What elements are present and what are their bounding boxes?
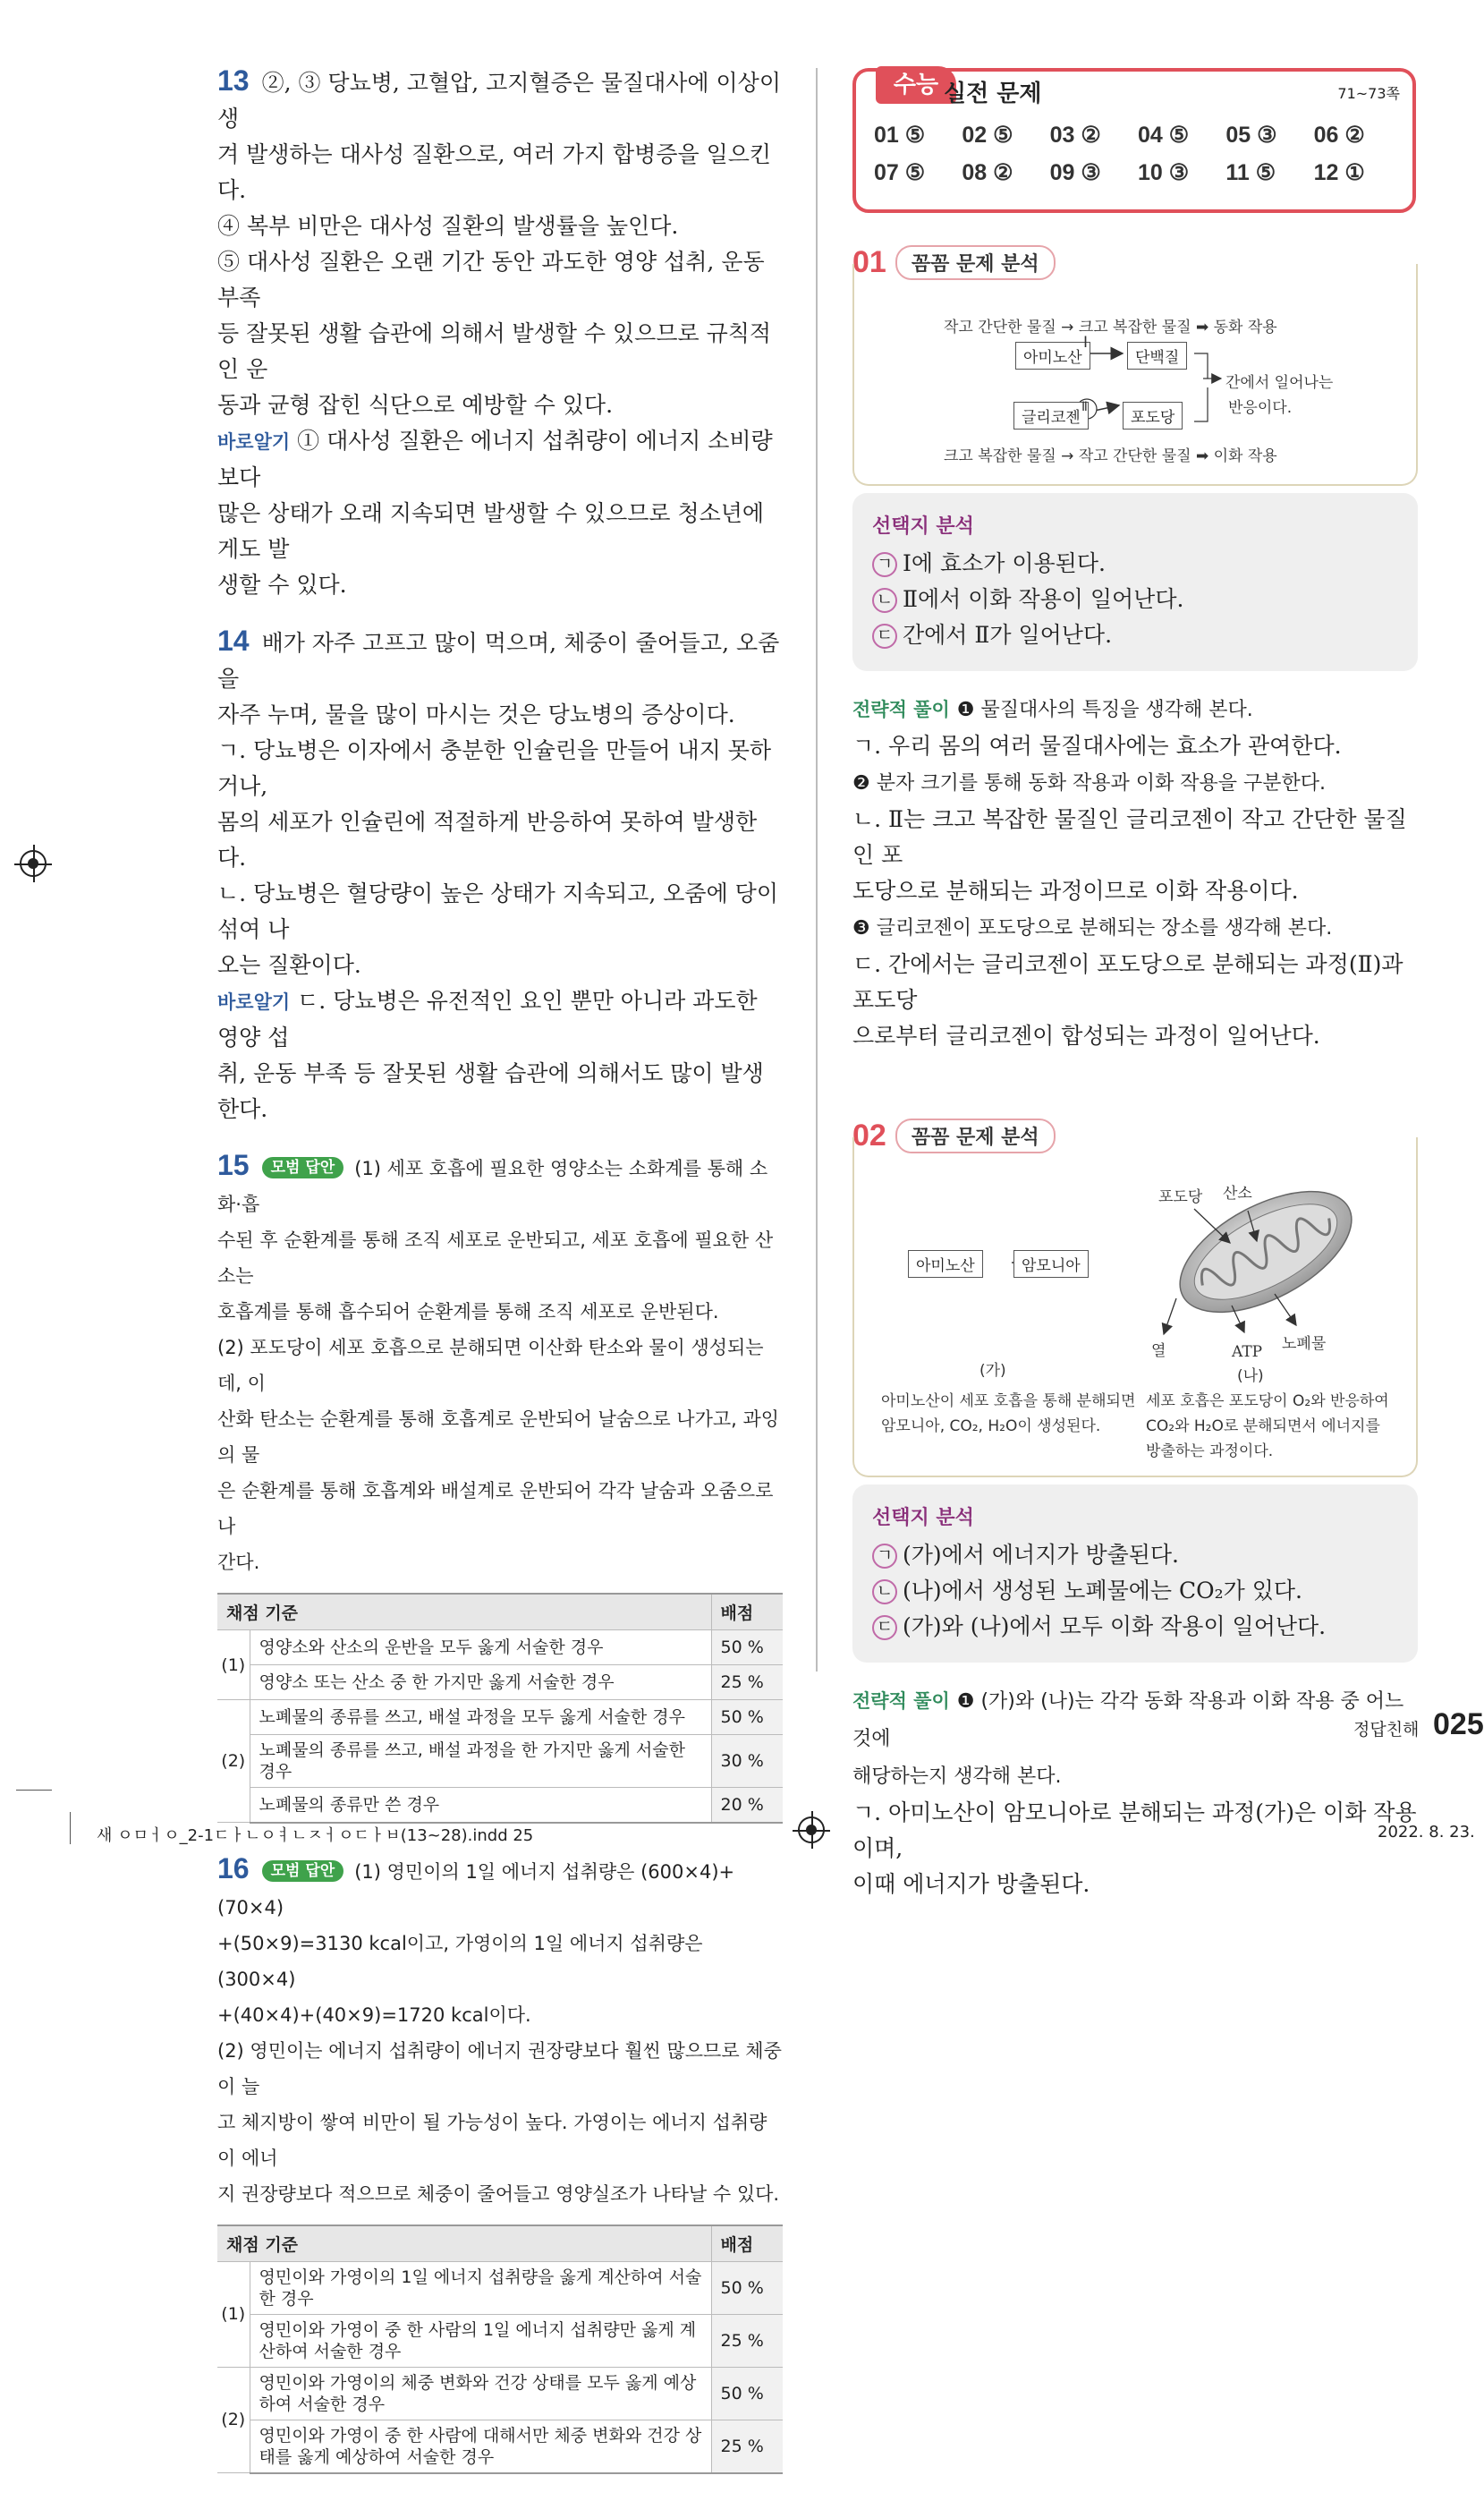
strategy-line: ❸ 글리코젠이 포도당으로 분해되는 장소를 생각해 본다. [852,917,1333,940]
protein-box: 단백질 [1127,342,1187,370]
q15-line: 은 순환계를 통해 호흡계와 배설계로 운반되어 각각 날숨과 오줌으로 나 [217,1480,774,1537]
q13-line: 등 잘못된 생활 습관에 의해서 발생할 수 있으므로 규칙적인 운 [217,320,772,382]
q13-line: ②, ③ 당뇨병, 고혈압, 고지혈증은 물질대사에 이상이 생 [217,70,781,132]
choice-mark: ㄱ [872,552,897,577]
strategy-line: 으로부터 글리코젠이 합성되는 과정이 일어난다. [852,1023,1320,1049]
q14-text [217,623,783,1127]
q16-line: 지 권장량보다 적으므로 체중이 줄어들고 영양실조가 나타날 수 있다. [217,2182,780,2205]
points-cell: 50 % [711,1630,783,1665]
q14-line: ㄴ. 당뇨병은 혈당량이 높은 상태가 지속되고, 오줌에 당이 섞여 나 [217,880,778,942]
q15-text [217,1147,783,1580]
q16-line: 고 체지방이 쌓여 비만이 될 가능성이 높다. 가영이는 에너지 섭취량이 에너 [217,2111,767,2169]
p01-strategy [852,691,1418,1054]
liver-bracket [1194,387,1208,421]
q14-line: 배가 자주 고프고 많이 먹으며, 체중이 줄어들고, 오줌을 [217,630,780,692]
ammonia-box: 암모니아 [1013,1250,1089,1278]
na-label: (나) [1237,1367,1264,1385]
strategy-line: 도당으로 분해되는 과정이므로 이화 작용이다. [852,878,1299,904]
q13-baro-line: 생할 수 있다. [217,572,347,598]
choice-mark: ㄷ [872,1615,897,1640]
ga-label: (가) [979,1362,1006,1380]
q13-line: 동과 균형 잡힌 식단으로 예방할 수 있다. [217,392,614,418]
q16-scoring-table [217,2225,783,2474]
choice-text: (나)에서 생성된 노폐물에는 CO₂가 있다. [903,1578,1302,1604]
q15-line: 산화 탄소는 순환계를 통해 호흡계로 운반되어 날숨으로 나가고, 과잉의 물 [217,1408,780,1466]
q15-number: 15 [217,1149,250,1181]
q16-number: 16 [217,1851,250,1884]
criteria-cell: 영양소 또는 산소 중 한 가지만 옳게 서술한 경우 [250,1665,711,1700]
glucose-label: 포도당 [1158,1188,1203,1206]
strategy-label: 전략적 풀이 [852,1690,950,1712]
points-cell: 20 % [711,1788,783,1823]
p01-number: 01 [852,245,886,279]
criteria-cell: 영양소와 산소의 운반을 모두 옳게 서술한 경우 [250,1630,711,1665]
column-divider [816,68,818,1672]
q14-line: ㄱ. 당뇨병은 이자에서 충분한 인슐린을 만들어 내지 못하거나, [217,737,772,799]
strategy-line: ❶ (가)와 (나)는 각각 동화 작용과 이화 작용 중 어느 것에 [852,1690,1404,1750]
q13-line: ⑤ 대사성 질환은 오랜 기간 동안 과도한 영양 섭취, 운동 부족 [217,249,765,310]
suneung-tab: 수능 [876,66,956,104]
liver-bracket [1194,353,1208,379]
q14-baro-label: 바로알기 [217,991,291,1013]
points-cell: 25 % [711,2420,783,2473]
choice-item [872,582,1398,617]
heat-label: 열 [1151,1342,1166,1360]
strategy-line: ㄴ. Ⅱ는 크고 복잡한 물질인 글리코젠이 작고 간단한 물질인 포 [852,806,1407,868]
table-row [217,1700,783,1735]
choice-mark: ㄷ [872,624,897,649]
answer-key-title: 실전 문제 [944,81,1042,107]
choice-text: Ⅱ에서 이화 작용이 일어난다. [903,586,1184,612]
strategy-label: 전략적 풀이 [852,699,950,720]
q15-line: (2) 포도당이 세포 호흡으로 분해되면 이산화 탄소와 물이 생성되는데, 이 [217,1337,764,1394]
p01-choice-title: 선택지 분석 [872,515,974,538]
q16-line: (2) 영민이는 에너지 섭취량이 에너지 권장량보다 훨씬 많으므로 체중이 늘 [217,2039,782,2097]
q16-model-badge: 모범 답안 [262,1860,344,1882]
answer-key-header [856,72,1412,107]
print-file-info: 새 ㅇㅁㅓㅇ_2-1ㄷㅏㄴㅇㅕㄴㅈㅓㅇㄷㅏㅂ(13~28).indd 25 [97,1826,534,1845]
q13-line: ④ 복부 비만은 대사성 질환의 발생률을 높인다. [217,213,679,239]
registration-mark-icon [20,850,47,877]
criteria-header: 채점 기준 [217,1594,711,1630]
choice-item [872,1609,1398,1645]
footer-section-title: 정답친해 [1353,1720,1420,1740]
q14-baro-line: 취, 운동 부족 등 잘못된 생활 습관에 의해서도 많이 발생한다. [217,1060,764,1122]
choice-text: (가)에서 에너지가 방출된다. [903,1542,1179,1568]
p02-diagram [852,1137,1418,1477]
table-row [217,2367,783,2420]
strategy-line: ㄱ. 아미노산이 암모니아로 분해되는 과정(가)은 이화 작용이며, [852,1799,1417,1861]
q14-line: 오는 질환이다. [217,952,361,978]
answer-item: 01 ⑤ [874,123,926,148]
q14-line: 몸의 세포가 인슐린에 적절하게 반응하여 못하여 발생한다. [217,809,758,871]
strategy-line: ㄱ. 우리 몸의 여러 물질대사에는 효소가 관여한다. [852,733,1342,759]
catabolism-caption: 크고 복잡한 물질 → 작고 간단한 물질 ➡ 이화 작용 [944,447,1277,465]
answer-item: 12 ① [1313,160,1365,185]
criteria-cell: 영민이와 가영이 중 한 사람의 1일 에너지 섭취량만 옳게 계산하여 서술한 경우 [250,2314,711,2367]
part-label: (1) [217,1630,250,1700]
choice-item [872,1573,1398,1609]
q13-text [217,63,783,603]
criteria-cell: 영민이와 가영이의 1일 에너지 섭취량을 옳게 계산하여 서술한 경우 [250,2261,711,2314]
answer-item: 09 ③ [1049,160,1101,185]
answer-item: 06 ② [1313,123,1365,148]
p02-analysis-pill: 꼼꼼 문제 분석 [895,1119,1056,1153]
choice-text: (가)와 (나)에서 모두 이화 작용이 일어난다. [903,1613,1327,1639]
na-desc: 세포 호흡은 포도당이 O₂와 반응하여 [1146,1392,1389,1410]
q14-line: 자주 누며, 물을 많이 마시는 것은 당뇨병의 증상이다. [217,702,735,727]
print-date: 2022. 8. 23. [1378,1823,1475,1842]
strategy-line: ❶ 물질대사의 특징을 생각해 본다. [956,699,1253,721]
table-row [217,1665,783,1700]
na-desc: CO₂와 H₂O로 분해되면서 에너지를 [1146,1417,1380,1435]
q16-block [217,1850,783,2474]
answer-item: 05 ③ [1225,123,1277,148]
strategy-line: 해당하는지 생각해 본다. [852,1765,1062,1788]
q16-line: +(40×4)+(40×9)=1720 kcal이다. [217,2003,531,2026]
criteria-cell: 노폐물의 종류를 쓰고, 배설 과정을 한 가지만 옳게 서술한 경우 [250,1735,711,1788]
q14-baro-line: ㄷ. 당뇨병은 유전적인 요인 뿐만 아니라 과도한 영양 섭 [217,988,758,1051]
registration-mark-icon [798,1816,825,1843]
part-label: (2) [217,2367,250,2473]
points-header: 배점 [711,2225,783,2262]
q15-model-badge: 모범 답안 [262,1157,344,1178]
table-row [217,1630,783,1665]
points-cell: 50 % [711,2367,783,2420]
glucose-box: 포도당 [1123,402,1183,430]
heat-out-arrow [1164,1298,1176,1334]
answer-item: 03 ② [1049,123,1101,148]
strategy-line: ㄷ. 간에서는 글리코젠이 포도당으로 분해되는 과정(Ⅱ)과 포도당 [852,951,1403,1013]
answer-key-pages: 71~73쪽 [1337,85,1400,102]
choice-item [872,546,1398,582]
p01-diagram [852,264,1418,486]
criteria-header: 채점 기준 [217,2225,711,2262]
answer-item: 08 ② [962,160,1013,185]
p02-choice-box [852,1484,1418,1663]
points-cell: 25 % [711,1665,783,1700]
q13-number: 13 [217,64,250,97]
points-cell: 50 % [711,2261,783,2314]
q14-number: 14 [217,625,250,657]
q15-line: 호흡계를 통해 흡수되어 순환계를 통해 조직 세포로 운반된다. [217,1301,719,1323]
part-label: (2) [217,1700,250,1823]
table-row [217,2314,783,2367]
q15-scoring-table [217,1593,783,1824]
q13-baro-label: 바로알기 [217,431,291,453]
choice-text: Ⅰ에 효소가 이용된다. [903,550,1106,576]
amino-acid-box: 아미노산 [908,1250,983,1278]
criteria-cell: 영민이와 가영이의 체중 변화와 건강 상태를 모두 옳게 예상하여 서술한 경우 [250,2367,711,2420]
table-header-row [217,1594,783,1630]
anabolism-caption: 작고 간단한 물질 → 크고 복잡한 물질 ➡ 동화 작용 [944,319,1277,336]
table-row [217,1735,783,1788]
p02-strategy [852,1682,1418,1902]
right-column [852,68,1418,1902]
q16-line: +(50×9)=3130 kcal이고, 가영이의 1일 에너지 섭취량은 (300×4) [217,1932,703,1990]
p02-choice-title: 선택지 분석 [872,1507,974,1529]
q15-line: 간다. [217,1552,260,1573]
label-2: Ⅱ [1081,400,1088,414]
choice-item [872,617,1398,653]
answer-item: 02 ⑤ [962,123,1013,148]
criteria-cell: 노폐물의 종류를 쓰고, 배설 과정을 모두 옳게 서술한 경우 [250,1700,711,1735]
amino-acid-box: 아미노산 [1015,342,1090,370]
q15-line: (1) 세포 호흡에 필요한 영양소는 소화계를 통해 소화·흡 [217,1158,768,1215]
answer-key-box [852,68,1416,213]
q15-block [217,1147,783,1824]
table-header-row [217,2225,783,2262]
na-desc: 방출하는 과정이다. [1146,1442,1274,1460]
points-header: 배점 [711,1594,783,1630]
part-label: (1) [217,2261,250,2367]
strategy-line: 이때 에너지가 방출된다. [852,1871,1090,1897]
liver-note-1: 간에서 일어나는 [1225,374,1334,392]
points-cell: 25 % [711,2314,783,2367]
choice-mark: ㄱ [872,1544,897,1569]
answer-item: 07 ⑤ [874,160,926,185]
ga-desc: 아미노산이 세포 호흡을 통해 분해되면 [881,1392,1136,1410]
points-cell: 50 % [711,1700,783,1735]
p01-choice-box [852,493,1418,671]
crop-mark [70,1812,71,1844]
answer-item: 10 ③ [1138,160,1190,185]
crop-mark [16,1790,52,1791]
criteria-cell: 노폐물의 종류만 쓴 경우 [250,1788,711,1823]
table-row [217,2261,783,2314]
q16-line: (1) 영민이의 1일 에너지 섭취량은 (600×4)+(70×4) [217,1860,735,1918]
q13-line: 겨 발생하는 대사성 질환으로, 여러 가지 합병증을 일으킨다. [217,141,772,203]
answer-item: 04 ⑤ [1138,123,1190,148]
p02-number: 02 [852,1119,886,1153]
q13-baro-line: ① 대사성 질환은 에너지 섭취량이 에너지 소비량보다 [217,428,773,490]
choice-item [872,1537,1398,1573]
liver-note-2: 반응이다. [1228,399,1293,417]
q15-line: 수된 후 순환계를 통해 조직 세포로 운반되고, 세포 호흡에 필요한 산소는 [217,1229,774,1287]
answer-item: 11 ⑤ [1225,160,1276,185]
table-row [217,2420,783,2473]
left-column [217,63,783,2501]
points-cell: 30 % [711,1735,783,1788]
glycogen-box: 글리코젠 [1013,402,1089,430]
q13-block [217,63,783,603]
q13-baro-line: 많은 상태가 오래 지속되면 발생할 수 있으므로 청소년에게도 발 [217,500,765,562]
q16-text [217,1850,783,2212]
p01-analysis-pill: 꼼꼼 문제 분석 [895,245,1056,280]
choice-mark: ㄴ [872,1579,897,1604]
criteria-cell: 영민이와 가영이 중 한 사람에 대해서만 체중 변화와 건강 상태를 옳게 예상하여 서술한 경우 [250,2420,711,2473]
answer-grid [874,122,1402,186]
label-1: Ⅰ [1083,334,1089,352]
ga-desc: 암모니아, CO₂, H₂O이 생성된다. [881,1417,1101,1435]
q14-block [217,623,783,1127]
table-row [217,1788,783,1823]
strategy-line: ❷ 분자 크기를 통해 동화 작용과 이화 작용을 구분한다. [852,772,1326,795]
page-number: 025 [1433,1707,1484,1741]
atp-label: ATP [1232,1343,1263,1361]
choice-text: 간에서 Ⅱ가 일어난다. [903,622,1113,648]
waste-label: 노폐물 [1282,1335,1327,1353]
oxygen-label: 산소 [1223,1185,1252,1203]
choice-mark: ㄴ [872,588,897,613]
waste-out-arrow [1275,1294,1296,1325]
